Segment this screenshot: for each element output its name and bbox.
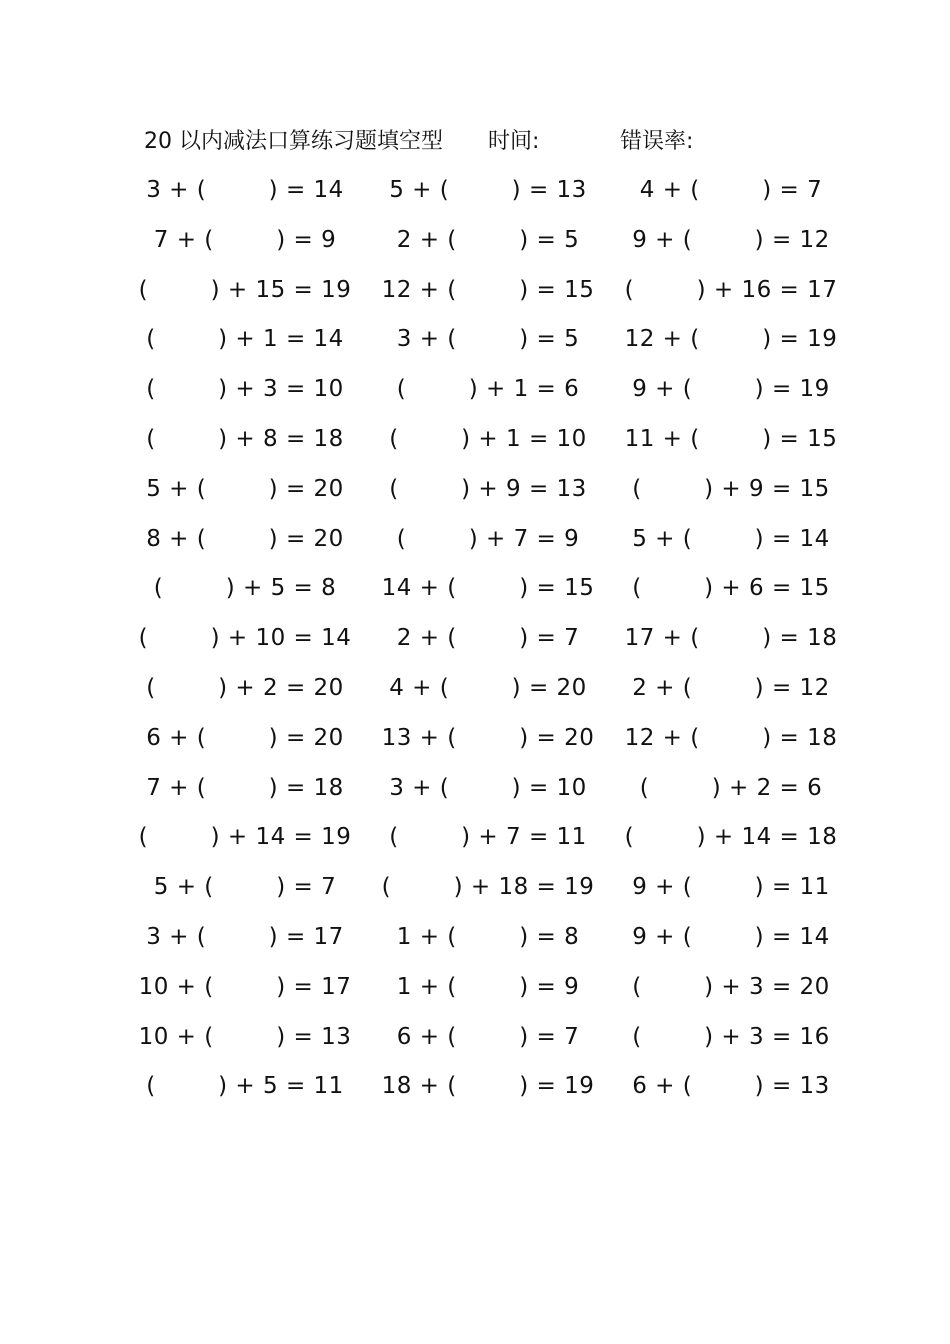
problem-row (130, 415, 838, 465)
math-problem: 12 + ( ) = 15 (381, 276, 595, 303)
worksheet-header (144, 124, 844, 160)
math-problem: 2 + ( ) = 12 (632, 674, 830, 701)
problem-row (130, 614, 838, 664)
math-problem: 9 + ( ) = 19 (632, 376, 830, 403)
math-problem: 3 + ( ) = 5 (396, 326, 580, 353)
problem-row (130, 315, 838, 365)
math-problem: ( ) + 9 = 15 (632, 475, 830, 502)
math-problem: 7 + ( ) = 18 (146, 774, 344, 801)
math-problem: ( ) + 7 = 9 (396, 525, 580, 552)
math-problem: ( ) + 3 = 20 (632, 973, 830, 1000)
math-problem: ( ) + 16 = 17 (624, 276, 838, 303)
math-problem: 6 + ( ) = 20 (146, 724, 344, 751)
math-problem: ( ) + 1 = 14 (146, 326, 344, 353)
math-problem: ( ) + 3 = 10 (146, 376, 344, 403)
problem-row (130, 1062, 830, 1112)
math-problem: ( ) + 18 = 19 (381, 874, 595, 901)
problem-row (130, 266, 838, 316)
math-problem: 14 + ( ) = 15 (381, 575, 595, 602)
problem-row (130, 714, 838, 764)
math-problem: 3 + ( ) = 14 (146, 177, 344, 203)
math-problem: 17 + ( ) = 18 (624, 625, 838, 652)
math-problem: ( ) + 1 = 10 (389, 425, 587, 452)
math-problem: ( ) + 5 = 11 (146, 1073, 344, 1100)
math-problem: 9 + ( ) = 11 (632, 874, 830, 901)
problem-row (130, 963, 830, 1013)
problem-row (130, 863, 830, 913)
math-problem: 9 + ( ) = 12 (632, 226, 830, 253)
problem-row (130, 166, 830, 216)
math-problem: 13 + ( ) = 20 (381, 724, 595, 751)
math-problem: 10 + ( ) = 13 (138, 1023, 352, 1050)
problem-row (130, 365, 830, 415)
math-problem: ( ) + 6 = 15 (632, 575, 830, 602)
math-problem: 3 + ( ) = 10 (389, 774, 587, 801)
math-problem: ( ) + 9 = 13 (389, 475, 587, 502)
problem-row (130, 216, 830, 266)
math-problem: ( ) + 5 = 8 (153, 575, 337, 602)
math-problem: ( ) + 14 = 19 (138, 824, 352, 851)
math-problem: 6 + ( ) = 13 (632, 1073, 830, 1100)
math-problem: ( ) + 2 = 6 (639, 774, 823, 801)
math-problem: 3 + ( ) = 17 (146, 923, 344, 950)
math-problem: 11 + ( ) = 15 (624, 425, 838, 452)
math-problem: 12 + ( ) = 18 (624, 724, 838, 751)
time-label: 时间: (488, 129, 540, 154)
math-problem: 5 + ( ) = 20 (146, 475, 344, 502)
math-problem: ( ) + 10 = 14 (138, 625, 352, 652)
math-problem: ( ) + 15 = 19 (138, 276, 352, 303)
math-problem: ( ) + 14 = 18 (624, 824, 838, 851)
math-problem: ( ) + 7 = 11 (389, 824, 587, 851)
math-problem: 5 + ( ) = 7 (153, 874, 337, 901)
math-problem: 10 + ( ) = 17 (138, 973, 352, 1000)
problem-row (130, 1013, 830, 1063)
math-problem: 1 + ( ) = 8 (396, 923, 580, 950)
error-rate-label: 错误率: (620, 129, 694, 154)
math-problem: 5 + ( ) = 14 (632, 525, 830, 552)
math-problem: 7 + ( ) = 9 (153, 226, 337, 253)
problem-row (130, 764, 830, 814)
math-problem: 2 + ( ) = 5 (396, 226, 580, 253)
math-problem: ( ) + 3 = 16 (632, 1023, 830, 1050)
math-problem: 1 + ( ) = 9 (396, 973, 580, 1000)
worksheet-title: 20 以内减法口算练习题填空型 (144, 129, 443, 154)
problem-row (130, 664, 830, 714)
math-problem: 6 + ( ) = 7 (396, 1023, 580, 1050)
math-problem: 5 + ( ) = 13 (389, 177, 587, 203)
math-problem: 4 + ( ) = 20 (389, 674, 587, 701)
problem-row (130, 465, 830, 515)
problem-grid (130, 166, 838, 1112)
math-problem: 9 + ( ) = 14 (632, 923, 830, 950)
problem-row (130, 913, 830, 963)
math-problem: ( ) + 2 = 20 (146, 674, 344, 701)
math-problem: 12 + ( ) = 19 (624, 326, 838, 353)
math-problem: ( ) + 8 = 18 (146, 425, 344, 452)
math-problem: 4 + ( ) = 7 (639, 177, 823, 203)
problem-row (130, 564, 830, 614)
math-problem: 2 + ( ) = 7 (396, 625, 580, 652)
math-problem: 18 + ( ) = 19 (381, 1073, 595, 1100)
math-problem: 8 + ( ) = 20 (146, 525, 344, 552)
math-problem: ( ) + 1 = 6 (396, 376, 580, 403)
problem-row (130, 813, 838, 863)
problem-row (130, 515, 830, 565)
